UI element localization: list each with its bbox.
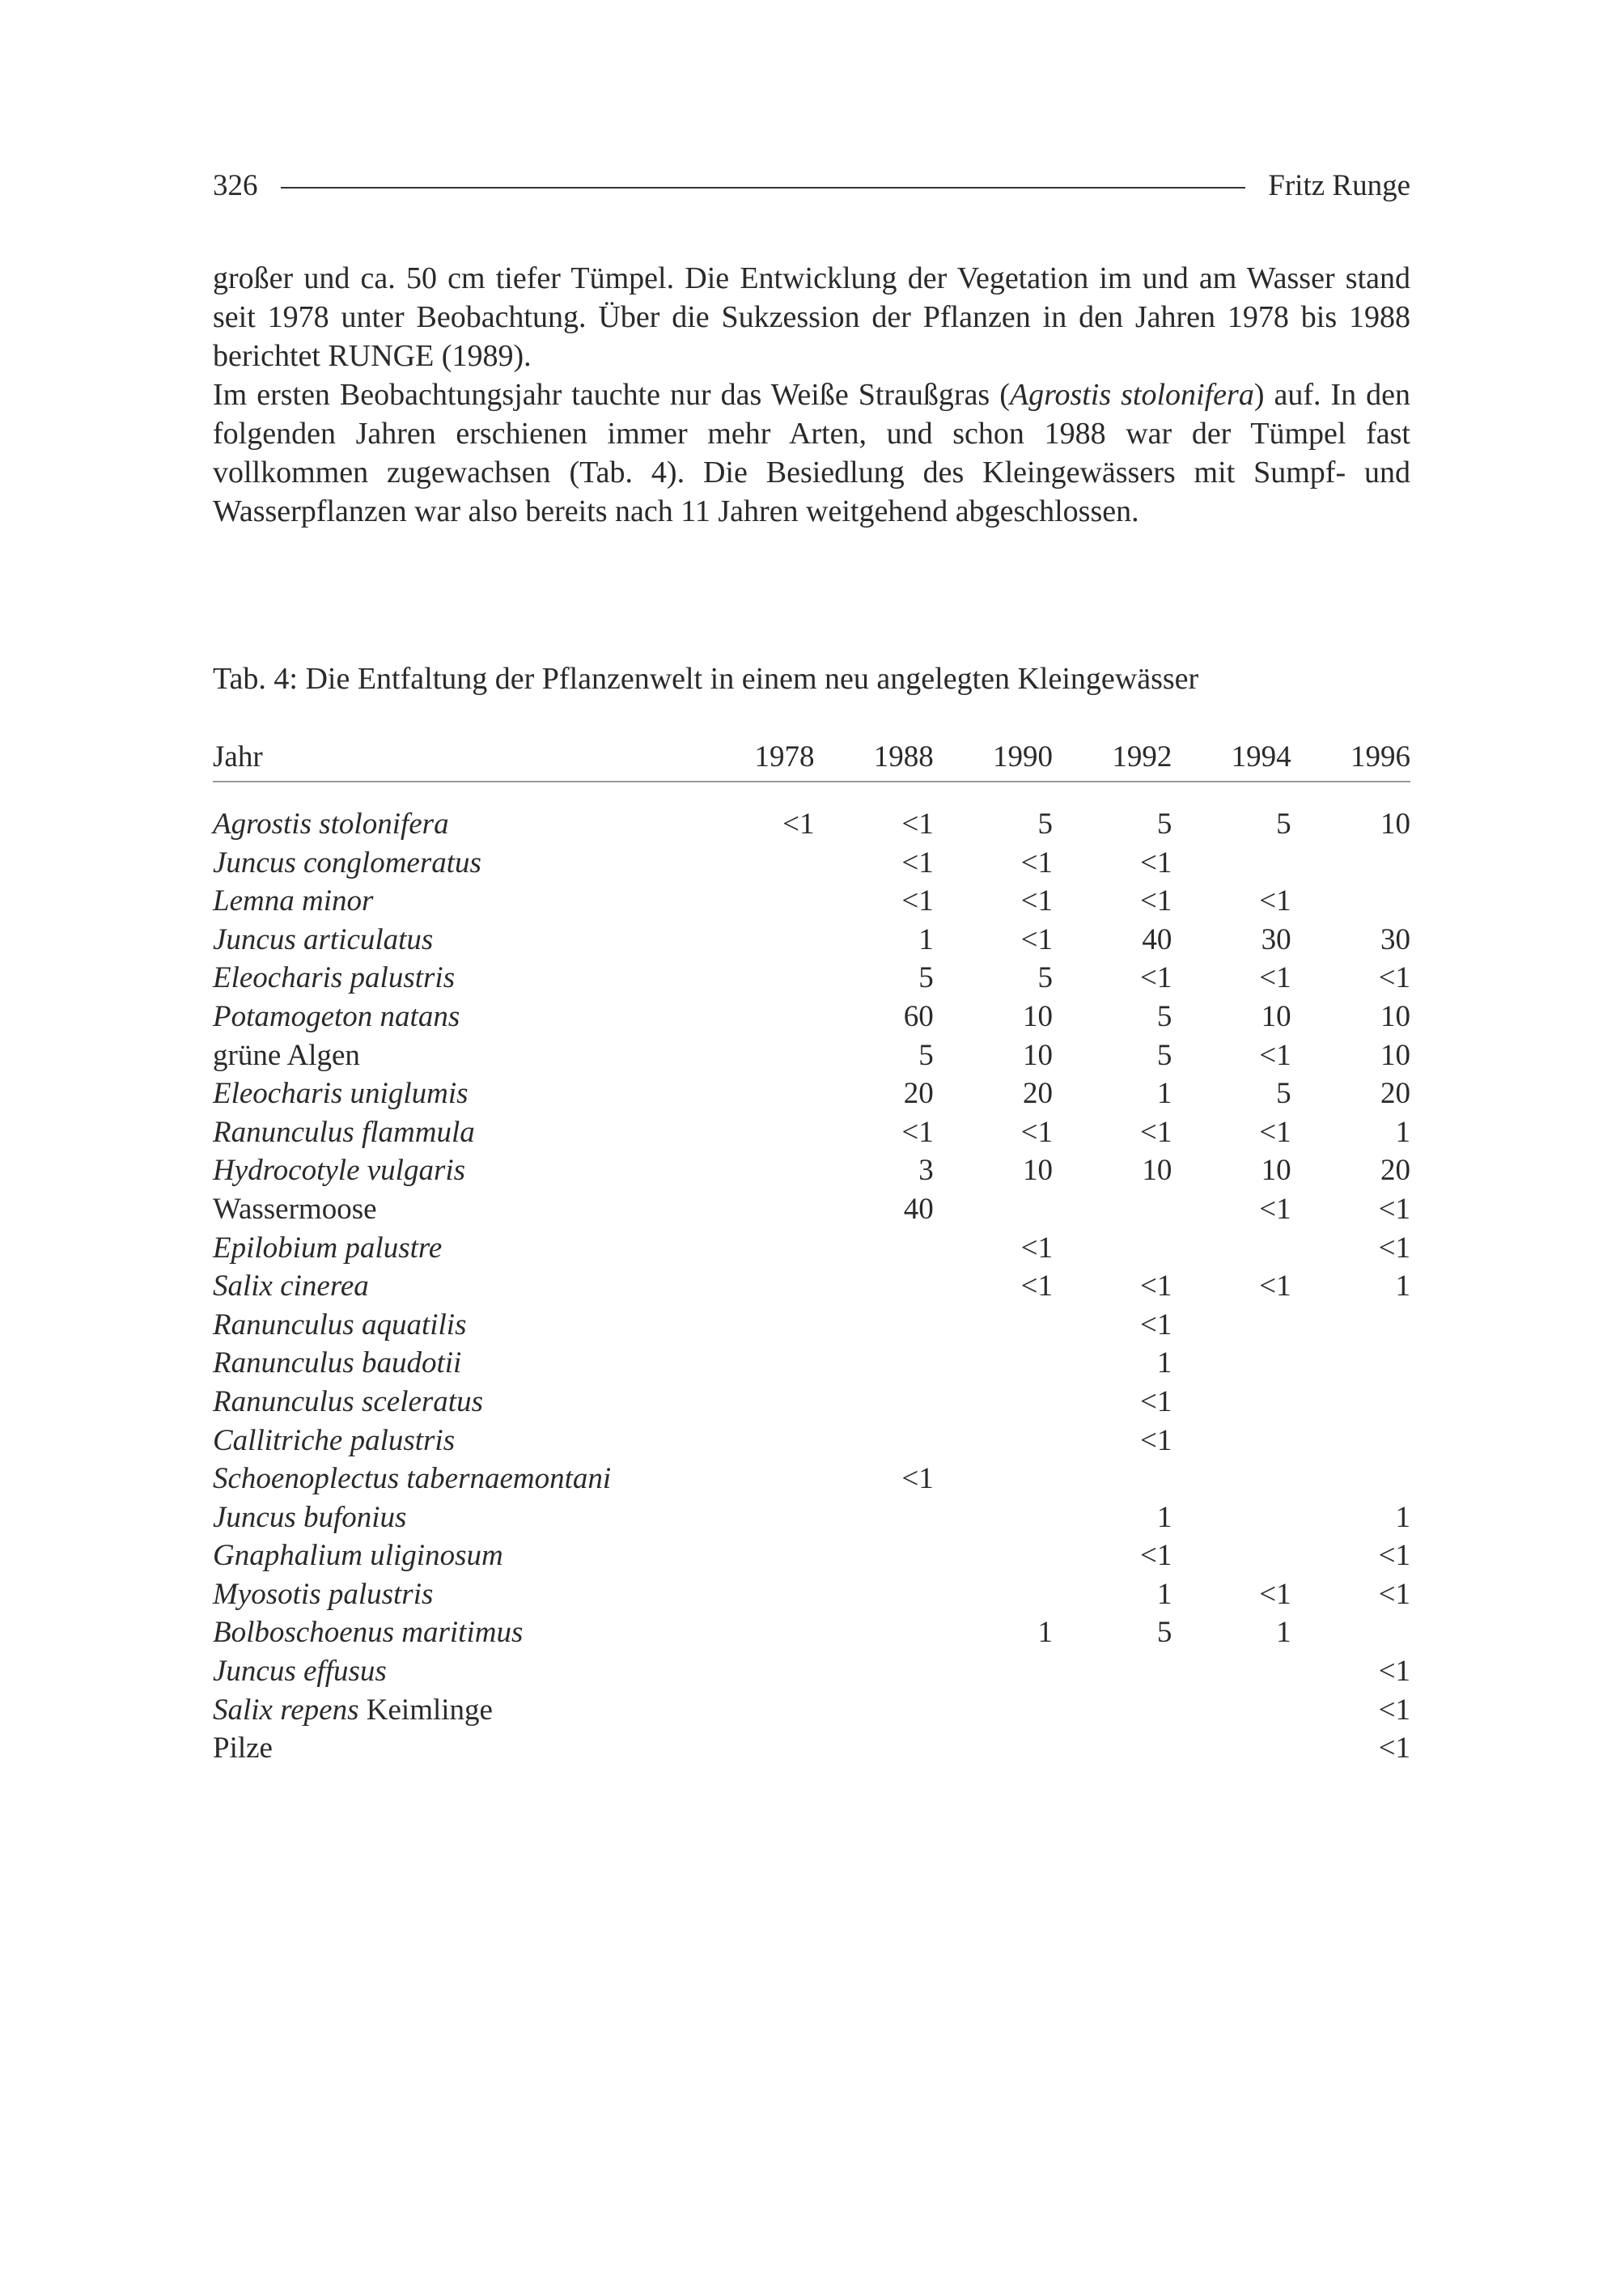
table-row (213, 1729, 1410, 1768)
cover-value (1053, 1460, 1172, 1498)
cover-value (814, 1422, 933, 1460)
cover-value: 1 (1156, 1346, 1172, 1380)
column-header-year: 1996 (1351, 740, 1410, 774)
cover-value: 5 (1156, 999, 1172, 1033)
table-row (213, 921, 1410, 960)
cover-value: 10 (1142, 1154, 1172, 1188)
cover-value (1172, 1691, 1291, 1730)
cover-value (699, 959, 814, 998)
cover-value (699, 1229, 814, 1268)
cover-value (1172, 1652, 1291, 1691)
table-row (213, 998, 1410, 1036)
cover-value (699, 998, 814, 1036)
cover-value: <1 (901, 884, 934, 918)
cover-value (1053, 1229, 1172, 1268)
species-name (213, 1036, 699, 1075)
table-row (213, 1575, 1410, 1614)
species-name (213, 1151, 699, 1190)
italic-text-run: Epilobium palustre (213, 1231, 443, 1265)
cover-value (1172, 1729, 1291, 1768)
cover-value (814, 1229, 933, 1268)
column-header-year: 1988 (873, 740, 934, 774)
table-row (213, 1306, 1410, 1345)
cover-value: 30 (1380, 922, 1410, 956)
cover-value: <1 (1378, 1539, 1410, 1573)
cover-value: <1 (1139, 1269, 1172, 1303)
cover-value (814, 1306, 933, 1345)
species-name (213, 1729, 699, 1768)
cover-value (1172, 1460, 1291, 1498)
cover-value (814, 1267, 933, 1306)
species-name (213, 1575, 699, 1614)
cover-value (699, 1267, 814, 1306)
italic-text-run: Ranunculus sceleratus (213, 1384, 483, 1418)
cover-value: <1 (782, 807, 815, 841)
cover-value: <1 (1020, 1115, 1054, 1149)
cover-value (1291, 844, 1410, 883)
italic-text-run: Juncus effusus (213, 1655, 387, 1689)
cover-value: <1 (1378, 961, 1410, 995)
table-row (213, 882, 1410, 921)
cover-value: 10 (1380, 999, 1410, 1033)
cover-value (1291, 1422, 1410, 1460)
cover-value (934, 1691, 1053, 1730)
italic-text-run: Juncus articulatus (213, 922, 434, 956)
italic-text-run: Juncus bufonius (213, 1500, 407, 1534)
table-row (213, 1229, 1410, 1268)
cover-value (1172, 1306, 1291, 1345)
cover-value: 60 (903, 999, 934, 1033)
cover-value (699, 921, 814, 960)
species-name (213, 1460, 699, 1498)
italic-text-run: Juncus conglomeratus (213, 846, 481, 879)
cover-value (699, 1536, 814, 1575)
cover-value: <1 (901, 1115, 934, 1149)
cover-value (934, 1460, 1053, 1498)
italic-text-run: Myosotis palustris (213, 1577, 434, 1611)
cover-value: 5 (918, 1038, 934, 1072)
cover-value (1053, 1652, 1172, 1691)
cover-value (699, 1113, 814, 1152)
table-caption: Tab. 4: Die Entfaltung der Pflanzenwelt in einem neu angelegten Kleingewässer (213, 662, 1199, 696)
table-row (213, 1113, 1410, 1152)
cover-value: 1 (918, 922, 934, 956)
cover-value: 5 (918, 961, 934, 995)
cover-value (814, 1652, 933, 1691)
cover-value (699, 1422, 814, 1460)
running-header (213, 168, 1410, 204)
cover-value: 30 (1261, 922, 1291, 956)
cover-value (814, 1383, 933, 1422)
cover-value: <1 (1020, 922, 1054, 956)
cover-value (814, 1691, 933, 1730)
cover-value (1291, 1613, 1410, 1652)
cover-value: 5 (1037, 961, 1054, 995)
column-header-year: 1994 (1231, 740, 1291, 774)
table-row (213, 844, 1410, 883)
cover-value: 1 (1156, 1500, 1172, 1534)
cover-value (1172, 1536, 1291, 1575)
column-header-year: 1992 (1112, 740, 1172, 774)
cover-value (814, 1344, 933, 1383)
italic-text-run: Ranunculus flammula (213, 1115, 475, 1149)
column-header-year: 1990 (993, 740, 1054, 774)
cover-value: <1 (1378, 1231, 1410, 1265)
cover-value: 5 (1156, 1038, 1172, 1072)
cover-value (1172, 1498, 1291, 1537)
cover-value (934, 1575, 1053, 1614)
species-name (213, 921, 699, 960)
italic-text-run: Potamogeton natans (213, 999, 460, 1033)
cover-value (934, 1422, 1053, 1460)
cover-value: 1 (1276, 1616, 1291, 1650)
cover-value (699, 1151, 814, 1190)
cover-value: 10 (1380, 1038, 1410, 1072)
cover-value (1172, 1229, 1291, 1268)
cover-value: 1 (1156, 1077, 1172, 1111)
cover-value (699, 844, 814, 883)
cover-value: 1 (1156, 1577, 1172, 1611)
cover-value: 10 (1380, 807, 1410, 841)
cover-value (1172, 1344, 1291, 1383)
cover-value (814, 1613, 933, 1652)
cover-value: 5 (1037, 807, 1054, 841)
cover-value: 5 (1276, 807, 1291, 841)
cover-value (699, 1575, 814, 1614)
column-header-year: 1978 (754, 740, 815, 774)
paragraph (213, 375, 1410, 531)
text-run: Pilze (213, 1731, 273, 1765)
italic-text-run: Lemna minor (213, 884, 374, 918)
cover-value: 1 (1037, 1616, 1054, 1650)
cover-value (699, 1344, 814, 1383)
cover-value (699, 1729, 814, 1768)
table-row (213, 1151, 1410, 1190)
species-name (213, 1229, 699, 1268)
italic-text-run: Salix repens (213, 1693, 359, 1727)
cover-value (1291, 1383, 1410, 1422)
cover-value: 10 (1023, 1038, 1054, 1072)
cover-value (934, 1498, 1053, 1537)
italic-text-run: Callitriche palustris (213, 1423, 456, 1457)
table-row (213, 1652, 1410, 1691)
cover-value: 10 (1261, 1154, 1291, 1188)
table-row (213, 1691, 1410, 1730)
cover-value: <1 (1259, 884, 1291, 918)
cover-value: 20 (1380, 1077, 1410, 1111)
table-row (213, 1074, 1410, 1113)
cover-value (699, 1460, 814, 1498)
cover-value: 5 (1276, 1077, 1291, 1111)
cover-value: <1 (1259, 1038, 1291, 1072)
cover-value: <1 (1020, 1231, 1054, 1265)
italic-text-run: Ranunculus aquatilis (213, 1308, 467, 1341)
table-row (213, 1460, 1410, 1498)
body-text (213, 259, 1410, 531)
cover-value (1053, 1190, 1172, 1229)
cover-value: <1 (901, 846, 934, 879)
cover-value: 20 (903, 1077, 934, 1111)
text-run: Im ersten Beobachtungsjahr tauchte nur das Weiße Straußgras ( (213, 378, 1010, 412)
cover-value (1291, 1460, 1410, 1498)
table-row (213, 1267, 1410, 1306)
cover-value (699, 1036, 814, 1075)
table-row (213, 1344, 1410, 1383)
species-name (213, 1306, 699, 1345)
cover-value (814, 1536, 933, 1575)
species-name (213, 1113, 699, 1152)
table-row (213, 1613, 1410, 1652)
cover-value: <1 (1139, 846, 1172, 879)
species-name (213, 1422, 699, 1460)
cover-value (1053, 1691, 1172, 1730)
cover-value: 5 (1156, 807, 1172, 841)
species-name (213, 1344, 699, 1383)
column-header-year-label: Jahr (213, 740, 263, 774)
table-header-row (213, 734, 1410, 782)
cover-value: <1 (1139, 884, 1172, 918)
cover-value (934, 1190, 1053, 1229)
italic-text-run: Schoenoplectus tabernaemontani (213, 1462, 612, 1496)
species-name (213, 1267, 699, 1306)
cover-value: <1 (1139, 1539, 1172, 1573)
species-name (213, 998, 699, 1036)
cover-value: <1 (1139, 961, 1172, 995)
cover-value (699, 1306, 814, 1345)
cover-value (1291, 882, 1410, 921)
italic-text-run: Ranunculus baudotii (213, 1346, 462, 1380)
cover-value (1172, 844, 1291, 883)
cover-value: 1 (1395, 1500, 1410, 1534)
cover-value: <1 (1020, 884, 1054, 918)
species-name (213, 1383, 699, 1422)
cover-value (1291, 1306, 1410, 1345)
text-run: Keimlinge (358, 1693, 493, 1727)
cover-value: <1 (1139, 1308, 1172, 1341)
cover-value: 3 (918, 1154, 934, 1188)
cover-value: 1 (1395, 1269, 1410, 1303)
cover-value: <1 (1259, 1192, 1291, 1226)
cover-value (699, 1652, 814, 1691)
text-run: grüne Algen (213, 1038, 360, 1072)
paragraph (213, 259, 1410, 375)
cover-value: 10 (1261, 999, 1291, 1033)
table-row (213, 1536, 1410, 1575)
cover-value: <1 (1378, 1655, 1410, 1689)
cover-value (814, 1498, 933, 1537)
table-row (213, 1498, 1410, 1537)
cover-value: 20 (1023, 1077, 1054, 1111)
table-row (213, 805, 1410, 844)
cover-value (1053, 1729, 1172, 1768)
cover-value (699, 1691, 814, 1730)
cover-value: <1 (1139, 1115, 1172, 1149)
text-run: großer und ca. 50 cm tiefer Tümpel. Die Entwicklung der Vegetation im und am Wasser stand seit 1978 unter Beobachtung. Über die Sukzession der Pflanzen in den Jahren 1978 bis 1988 berichtet RUNGE (1989). (213, 261, 1410, 373)
cover-value: 40 (903, 1192, 934, 1226)
cover-value (1172, 1422, 1291, 1460)
species-name (213, 1691, 699, 1730)
cover-value: <1 (1020, 1269, 1054, 1303)
cover-value (934, 1536, 1053, 1575)
italic-text-run: Salix cinerea (213, 1269, 369, 1303)
cover-value (699, 1190, 814, 1229)
cover-value: 1 (1395, 1115, 1410, 1149)
species-name (213, 805, 699, 844)
italic-text-run: Hydrocotyle vulgaris (213, 1154, 466, 1188)
italic-text-run: Agrostis stolonifera (213, 807, 449, 841)
table-row (213, 1190, 1410, 1229)
cover-value: <1 (1259, 1269, 1291, 1303)
cover-value: <1 (901, 807, 934, 841)
text-run: ) auf. In den folgenden Jahren erschienen immer mehr Arten, und schon 1988 war der Tümpel fast vollkommen zugewachsen (Tab. 4). Die Besiedlung des Kleingewässers mit Sumpf- und Wasserpflanzen war also bereits nach 11 Jahren weitgehend abgeschlossen. (213, 378, 1410, 528)
cover-value (699, 1613, 814, 1652)
cover-value (699, 882, 814, 921)
cover-value (1172, 1383, 1291, 1422)
cover-value (934, 1344, 1053, 1383)
species-name (213, 1652, 699, 1691)
cover-value: 10 (1023, 1154, 1054, 1188)
cover-value (934, 1306, 1053, 1345)
cover-value (934, 1652, 1053, 1691)
cover-value: <1 (1020, 846, 1054, 879)
italic-text-run: Bolboschoenus maritimus (213, 1616, 524, 1650)
page-number: 326 (213, 169, 258, 202)
cover-value: <1 (1378, 1693, 1410, 1727)
species-name (213, 844, 699, 883)
cover-value (1291, 1344, 1410, 1383)
cover-value: 5 (1156, 1616, 1172, 1650)
cover-value: 40 (1142, 922, 1172, 956)
species-name (213, 882, 699, 921)
cover-value (699, 1498, 814, 1537)
species-name (213, 1498, 699, 1537)
cover-value: <1 (1259, 1577, 1291, 1611)
cover-value: <1 (1378, 1192, 1410, 1226)
cover-value (699, 1074, 814, 1113)
cover-value: <1 (1378, 1577, 1410, 1611)
cover-value (934, 1729, 1053, 1768)
table-body (213, 805, 1410, 1768)
text-run: Wassermoose (213, 1192, 377, 1226)
italic-text-run: Agrostis stolonifera (1009, 378, 1254, 412)
header-rule (281, 187, 1246, 189)
cover-value: <1 (1259, 1115, 1291, 1149)
cover-value: 10 (1023, 999, 1054, 1033)
table-row (213, 1036, 1410, 1075)
cover-value: <1 (1259, 961, 1291, 995)
cover-value: <1 (1139, 1384, 1172, 1418)
running-author: Fritz Runge (1268, 169, 1410, 202)
cover-value: <1 (1139, 1423, 1172, 1457)
cover-value (814, 1575, 933, 1614)
species-name (213, 959, 699, 998)
italic-text-run: Eleocharis uniglumis (213, 1077, 469, 1111)
species-name (213, 1190, 699, 1229)
cover-value (699, 1383, 814, 1422)
species-name (213, 1613, 699, 1652)
table-row (213, 1383, 1410, 1422)
cover-value: <1 (1378, 1731, 1410, 1765)
italic-text-run: Gnaphalium uliginosum (213, 1539, 503, 1573)
italic-text-run: Eleocharis palustris (213, 961, 456, 995)
cover-value: 20 (1380, 1154, 1410, 1188)
vegetation-table (213, 734, 1410, 1768)
species-name (213, 1536, 699, 1575)
species-name (213, 1074, 699, 1113)
table-row (213, 959, 1410, 998)
cover-value (934, 1383, 1053, 1422)
cover-value (814, 1729, 933, 1768)
cover-value: <1 (901, 1462, 934, 1496)
table-row (213, 1422, 1410, 1460)
